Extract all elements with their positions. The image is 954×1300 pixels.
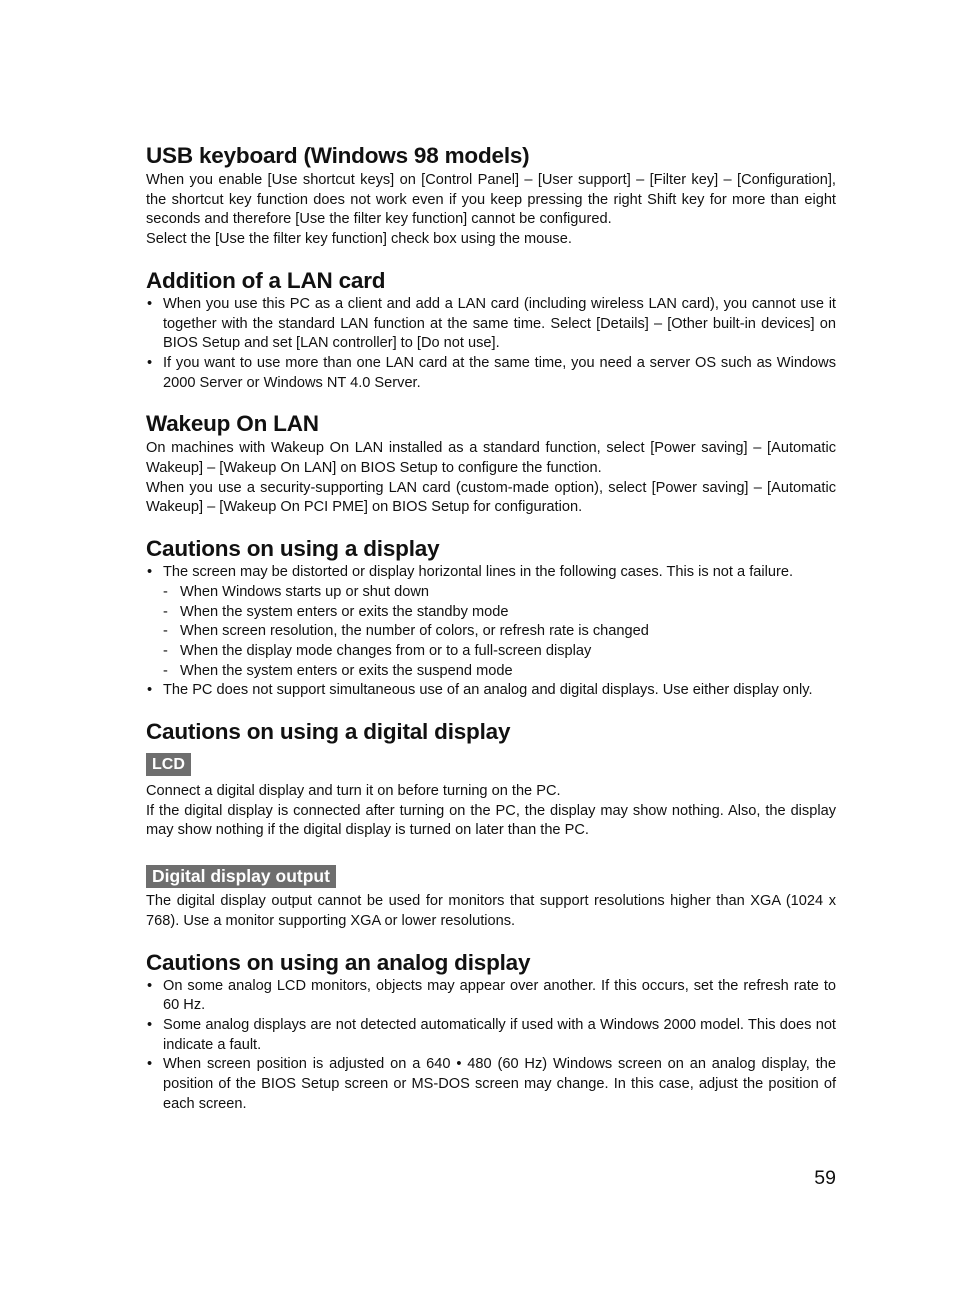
list-item	[146, 563, 836, 583]
lan-bullet-list	[146, 295, 836, 394]
display-bullet-list	[146, 563, 836, 583]
wakeup-paragraph-2: When you use a security-supporting LAN card (custom-made option), select [Power saving] – [Automatic Wakeup] – [Wakeup On PCI PME] on BIOS Setup for configuration.	[146, 479, 836, 516]
list-item: - When the system enters or exits the standby mode	[146, 603, 836, 623]
list-item: - When Windows starts up or shut down	[146, 583, 836, 603]
digital-paragraph-2: If the digital display is connected after turning on the PC, the display may show nothing. Also, the display may show nothing if the digital display is turned on later than the PC.	[146, 802, 836, 839]
digital-display-output-tag: Digital display output	[146, 865, 336, 888]
list-item: - When screen resolution, the number of colors, or refresh rate is changed	[146, 622, 836, 642]
section-wakeup-on-lan	[146, 410, 836, 518]
page-content	[146, 142, 836, 1115]
section-title-lan-card: Addition of a LAN card	[146, 267, 386, 293]
section-display-cautions	[146, 535, 836, 701]
section-analog-display-cautions	[146, 949, 836, 1115]
section-usb-keyboard	[146, 142, 836, 250]
list-item: • Some analog displays are not detected automatically if used with a Windows 2000 model. This does not indicate a fault.	[146, 1016, 836, 1055]
list-item: • When you use this PC as a client and add a LAN card (including wireless LAN card), you cannot use it together with the standard LAN function at the same time. Select [Details] – [Other built-in devices] on BIOS Setup and set [LAN controller] to [Do not use].	[146, 295, 836, 354]
digital-paragraph-3: The digital display output cannot be used for monitors that support resolutions higher than XGA (1024 x 768). Use a monitor supporting XGA or lower resolutions.	[146, 893, 836, 929]
section-digital-display-cautions	[146, 718, 836, 932]
section-title-display-cautions: Cautions on using a display	[146, 536, 440, 562]
display-bullet-list-2	[146, 681, 836, 701]
digital-output-tag-row	[146, 841, 836, 892]
section-title-wakeup-on-lan: Wakeup On LAN	[146, 411, 319, 437]
usb-paragraph-1: When you enable [Use shortcut keys] on [Control Panel] – [User support] – [Filter key] – [Configuration], the shortcut key function does not work even if you keep pressing the right Shift key for more than eight seconds and therefore [Use the filter key function] cannot be configured.	[146, 172, 836, 228]
lcd-tag: LCD	[146, 753, 191, 776]
list-item: - When the display mode changes from or to a full-screen display	[146, 642, 836, 662]
wakeup-paragraph-1: On machines with Wakeup On LAN installed as a standard function, select [Power saving] – [Automatic Wakeup] – [Wakeup On LAN] on BIOS Setup to configure the function.	[146, 440, 836, 477]
analog-bullet-list	[146, 977, 836, 1115]
display-cases-list	[146, 583, 836, 682]
page-number: 59	[814, 1167, 836, 1189]
list-item: • If you want to use more than one LAN card at the same time, you need a server OS such as Windows 2000 Server or Windows NT 4.0 Server.	[146, 354, 836, 393]
section-title-digital-display: Cautions on using a digital display	[146, 719, 511, 745]
section-title-analog-display: Cautions on using an analog display	[146, 949, 531, 975]
digital-paragraph-1: Connect a digital display and turn it on before turning on the PC.	[146, 783, 561, 800]
list-item: • When screen position is adjusted on a 640 • 480 (60 Hz) Windows screen on an analog display, the position of the BIOS Setup screen or MS-DOS screen may change. In this case, adjust the position of each screen.	[146, 1055, 836, 1114]
list-item: • On some analog LCD monitors, objects may appear over another. If this occurs, set the refresh rate to 60 Hz.	[146, 977, 836, 1016]
section-title-usb-keyboard: USB keyboard (Windows 98 models)	[146, 143, 530, 168]
display-bullet-1-text: The screen may be distorted or display horizontal lines in the following cases. This is not a failure.	[163, 564, 794, 581]
section-lan-card	[146, 267, 836, 394]
list-item: • The PC does not support simultaneous use of an analog and digital displays. Use either display only.	[146, 681, 836, 701]
list-item: - When the system enters or exits the suspend mode	[146, 662, 836, 682]
usb-paragraph-2: Select the [Use the filter key function] check box using the mouse.	[146, 231, 572, 248]
lcd-tag-row	[146, 746, 836, 782]
